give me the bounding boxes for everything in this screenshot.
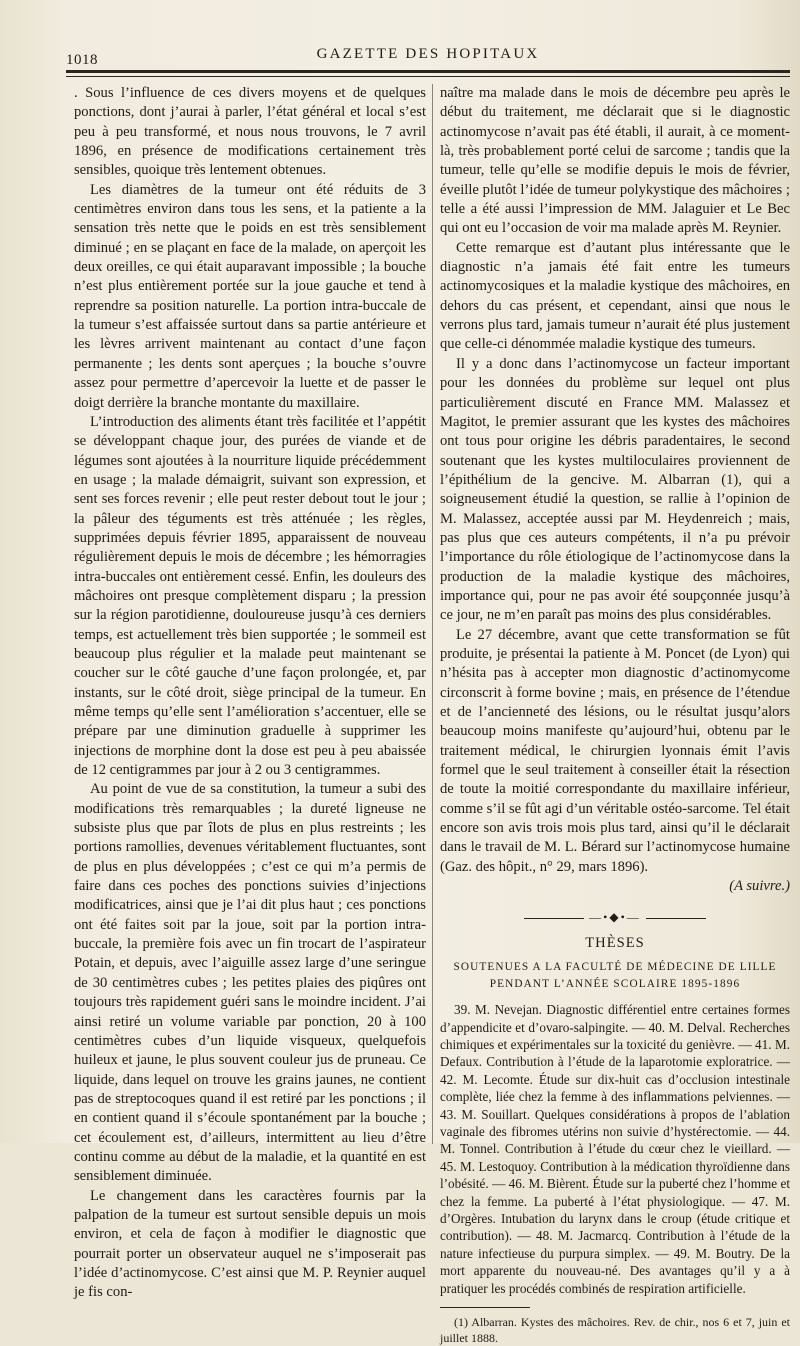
paragraph: Les diamètres de la tumeur ont été réduits de 3 centimètres environ dans tous les sens, et la patiente a la sensation très nette que le poids en est très sensiblement diminué ; en se plaçant en face de la malade, on aperçoit les deux oreilles, ce qui était auparavant impossible ; la bouche n’est plus entièrement portée sur la joue gauche et tend à reprendre sa position naturelle. La portion intra-buccale de la tumeur s’est affaissée surtout dans sa partie antérieure et les lèvres arrivent maintenant au contact d’une façon permanente ; les dents sont aperçues ; la bouche s’ouvre assez pour permettre d’apercevoir la luette et de passer le doigt derrière la branche montante du maxillaire. [74,181,426,411]
ornament-line-right [646,918,706,919]
header-rule-thick [66,70,790,73]
theses-list [440,1001,790,1297]
theses-heading: THÈSES [585,934,645,951]
page-number: 1018 [66,52,98,68]
theses-paragraph: 39. M. Nevejan. Diagnostic différentiel entre certaines formes d’appendicite et d’ovaro-salpingite. — 40. M. Delval. Recherches chimiques et expérimentales sur la toxicité du genièvre. — 41. M. Defaux. Contribution à l’étude de la laparotomie exploratrice. — 42. M. Lecomte. Étude sur dix-huit cas d’occlusion intestinale complète, liée chez la femme à des inflammations pelviennes. — 43. M. Souillart. Quelques considérations à propos de l’ablation vaginale des fibromes utérins non suivie d’hystérectomie. — 44. M. Tonnel. Contribution à l’étude du cœur chez le vieillard. — 45. M. Lestoquoy. Contribution à la médication thyroïdienne dans l’obésité. — 46. M. Bièrent. Étude sur la puberté chez l’homme et chez la femme. La puberté à l’état physiologique. — 47. M. d’Orgères. Intubation du larynx dans le croup (étude critique et contribution). — 48. M. Jacmarcq. Contribution à l’étude de la nature infectieuse du purpura simplex. — 49. M. Boutry. De la mort apparente du nouveau-né. Des avantages qu’il y a à pratiquer les procédés combinés de respiration artificielle. [440,1002,790,1296]
ornament-glyph: —•◆•— [589,910,641,925]
paragraph: Le 27 décembre, avant que cette transformation se fût produite, je présentai la patiente à M. Poncet (de Lyon) qui n’hésita pas à accepter mon diagnostic d’actinomycome circonscrit à forme bovine ; mais, en présence de l’étendue et de l’ancienneté des lésions, ou le résultat jusqu’alors beaucoup moins manifeste qu’aujourd’hui, obtenu par le traitement médical, le chirurgien lyonnais émit l’avis formel que le seul traitement à conseiller était la résection de toute la moitié correspondante du maxillaire inférieur, comme s’il se fût agi d’un véritable ostéo-sarcome. Tel était encore son avis trois mois plus tard, ainsi qu’il le déclarait dans le travail de M. L. Bérard sur l’actinomycose humaine (Gaz. des hôpit., n° 29, mars 1896). [440,626,790,875]
right-column [440,84,790,1346]
paragraph: . Sous l’influence de ces divers moyens et de quelques ponctions, dont j’aurai à parler, l’état général et local s’est peu à peu transformé, et nous nous trouvons, le 7 avril 1896, en présence de modifications certainement très sensibles, quoique très lentement obtenues. [74,85,426,179]
page-header [66,44,790,66]
paragraph: naître ma malade dans le mois de décembre peu après le début du traitement, me déclarait que si le diagnostic actinomycose n’avait pas été établi, il aurait, à ce moment-là, très probablement porté celui de sarcome ; tandis que la tumeur, telle qu’elle se modifie depuis le mois de février, éveille plutôt l’idée de tumeur polykystique des mâchoires ; telle a été aussi l’impression de MM. Jalaguier et Le Bec qui ont eu l’occasion de voir ma malade après M. Reynier. [440,85,790,237]
to-be-continued: (A suivre.) [729,878,790,895]
paragraph: Au point de vue de sa constitution, la tumeur a subi des modifications très remarquables ; la dureté ligneuse ne subsiste plus que par îlots de plus en plus restreints ; les portions ramollies, devenues véritablement fluctuantes, sont de plus en plus développées ; c’est ce qui m’a permis de faire dans ces poches des ponctions suivies d’injections modificatrices, ainsi que je l’ai dit plus haut ; ces ponctions ont été faites soit par la joue, soit par la portion intra-buccale, la première fois avec un fin trocart de l’aspirateur Potain, et depuis, avec l’aiguille assez large d’une seringue de 30 centimètres cubes ; les petites plaies des piqûres ont toujours très rapidement guéri sans le moindre incident. J’ai ainsi retiré un volume variable par ponction, 20 à 100 centimètres cubes d’un liquide visqueux, quelquefois huileux et jaune, le plus souvent couleur jus de pruneau. Ce liquide, dans lequel on trouve les grains jaunes, ne contient pas de streptocoques quand il est retiré par les ponctions ; il en contient quand il s’écoule spontanément par la bouche ; cet écoulement est, d’ailleurs, intermittent au lieu d’être continu comme au début de la maladie, et la quantité en est sensiblement diminuée. [74,781,426,1185]
theses-subheading-1: SOUTENUES A LA FACULTÉ DE MÉDECINE DE LILLE [453,961,777,974]
header-rule-thin [66,76,790,77]
theses-subheading-2: PENDANT L’ANNÉE SCOLAIRE 1895-1896 [489,978,741,991]
left-column [74,84,426,1303]
column-divider [432,84,433,1144]
ornament-line-left [524,918,584,919]
footnote-text: (1) Albarran. Kystes des mâchoires. Rev. de chir., nos 6 et 7, juin et juillet 1888. [440,1315,790,1346]
paragraph: Le changement dans les caractères fournis par la palpation de la tumeur est surtout sensible depuis un mois environ, et cela de façon à modifier le diagnostic que pourrait porter un observateur auquel ne s’imposerait pas l’idée d’actinomycose. C’est ainsi que M. P. Reynier auquel je fis con- [74,1187,426,1301]
paragraph: L’introduction des aliments étant très facilitée et l’appétit se développant chaque jour, des purées de viande et de légumes sont ajoutées à la nourriture liquide précédemment en usage ; la malade démaigrit, suivant son expression, et sent ses forces revenir ; elle peut rester debout tout le jour ; la pâleur des téguments est très atténuée ; les règles, supprimées depuis février 1895, apparaissent de nouveau régulièrement depuis le mois de décembre ; les hémorragies intra-buccales ont entièrement cessé. Enfin, les douleurs des mâchoires ont presque complètement disparu ; la pression sur la région parotidienne, douloureuse jusqu’à ces derniers temps, est actuellement très bien supportée ; le sommeil est beaucoup plus régulier et la malade peut maintenant se coucher sur le côté gauche d’une façon prolongée, et, par instants, sur le côté droit, siège principal de la tumeur. En même temps qu’elle sent l’amélioration s’accentuer, elle se prépare par une diminution graduelle à supprimer les injections de morphine dont la dose est peu à peu abaissée de 12 centigrammes par jour à 2 ou 3 centigrammes. [74,413,426,779]
section-ornament [440,908,790,927]
running-title: GAZETTE DES HOPITAUX [316,46,540,62]
footnote-rule [440,1307,530,1308]
paragraph: Cette remarque est d’autant plus intéressante que le diagnostic n’a jamais été fait entre les tumeurs actinomycosiques et la maladie kystique des mâchoires, en dehors du cas présent, et cependant, ainsi que nous le verrons plus tard, jamais tumeur n’aurait été plus justement que celle-ci dénommée maladie kystique des tumeurs. [440,239,790,353]
paragraph: Il y a donc dans l’actinomycose un facteur important pour les données du problème sur lequel ont plus particulièrement discuté en France MM. Malassez et Magitot, le premier assurant que les kystes des mâchoires ont tous pour origine les débris paradentaires, le second soutenant que les kystes multiloculaires proviennent de l’épithélium de la gencive. M. Albarran (1), qui a soigneusement étudié la question, se rallie à l’opinion de M. Malassez, acceptée aussi par M. Heydenreich ; mais, pas plus que ces auteurs compétents, il n’a pu prévoir l’importance du rôle étiologique de l’actinomycose dans la production de la maladie kystique des mâchoires, importance qui, pour ne pas avoir été soupçonnée jusqu’à ce jour, ne m’en paraît pas moins des plus considérables. [440,355,790,624]
footnote [440,1314,790,1346]
